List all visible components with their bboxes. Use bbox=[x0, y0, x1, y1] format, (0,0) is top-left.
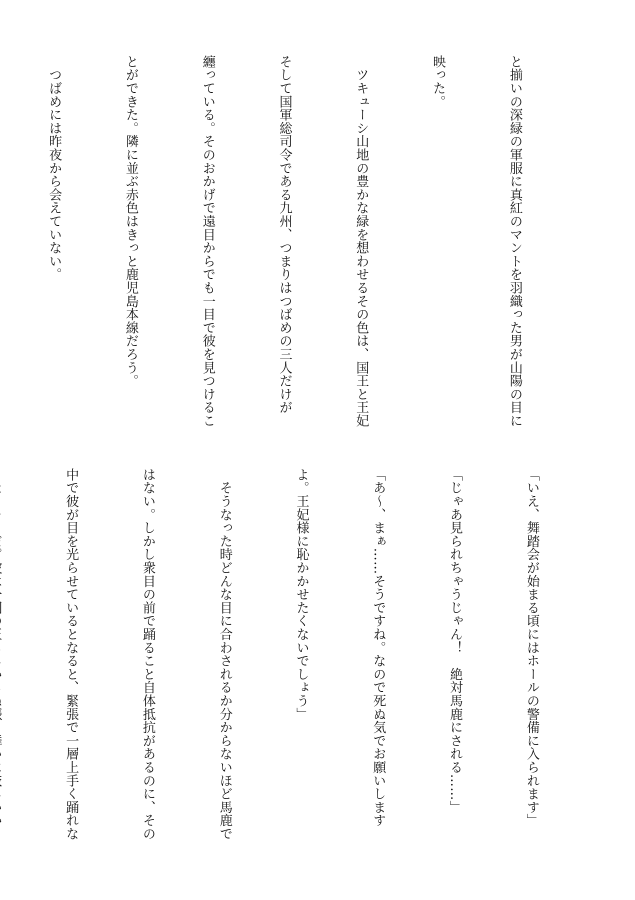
upper-text-block bbox=[30, 55, 578, 445]
text-line: よ。王妃様に恥かかせたくないでしょう」 bbox=[293, 468, 309, 721]
lower-text-block bbox=[35, 468, 595, 858]
text-line: 映った。 bbox=[430, 55, 446, 109]
text-line: つばめには昨夜から会えていない。 bbox=[46, 55, 62, 282]
text-line: 「いえ、舞踏会が始まる頃にはホールの警備に入られます」 bbox=[523, 468, 539, 828]
text-line: 中で彼が目を光らせているとなると、緊張で一層上手く踊れな bbox=[63, 468, 79, 841]
text-line: 纏っている。そのおかげで遠目からでも一目で彼を見つけるこ bbox=[199, 55, 215, 428]
text-line: そうなった時どんな目に合わされるか分からないほど馬鹿で bbox=[216, 468, 232, 841]
text-line: と揃いの深緑の軍服に真紅のマントを羽織った男が山陽の目に bbox=[506, 55, 522, 428]
text-line: そして国軍総司令である九州、つまりはつばめの三人だけが bbox=[276, 55, 292, 415]
text-line: はない。しかし衆目の前で踊ること自体抵抗があるのに、その bbox=[139, 468, 155, 841]
text-line: 「じゃあ見られちゃうじゃん！ 絶対馬鹿にされる……」 bbox=[447, 468, 463, 814]
text-line: 「あ〜、まぁ……そうですね。なので死ぬ気でお願いします bbox=[370, 468, 386, 828]
text-line: とができた。隣に並ぶ赤色はきっと鹿児島本線だろう。 bbox=[122, 55, 138, 388]
text-line: ツキューシ山地の豊かな緑を想わせるその色は、国王と王妃 bbox=[353, 55, 369, 428]
text-line bbox=[0, 468, 6, 858]
